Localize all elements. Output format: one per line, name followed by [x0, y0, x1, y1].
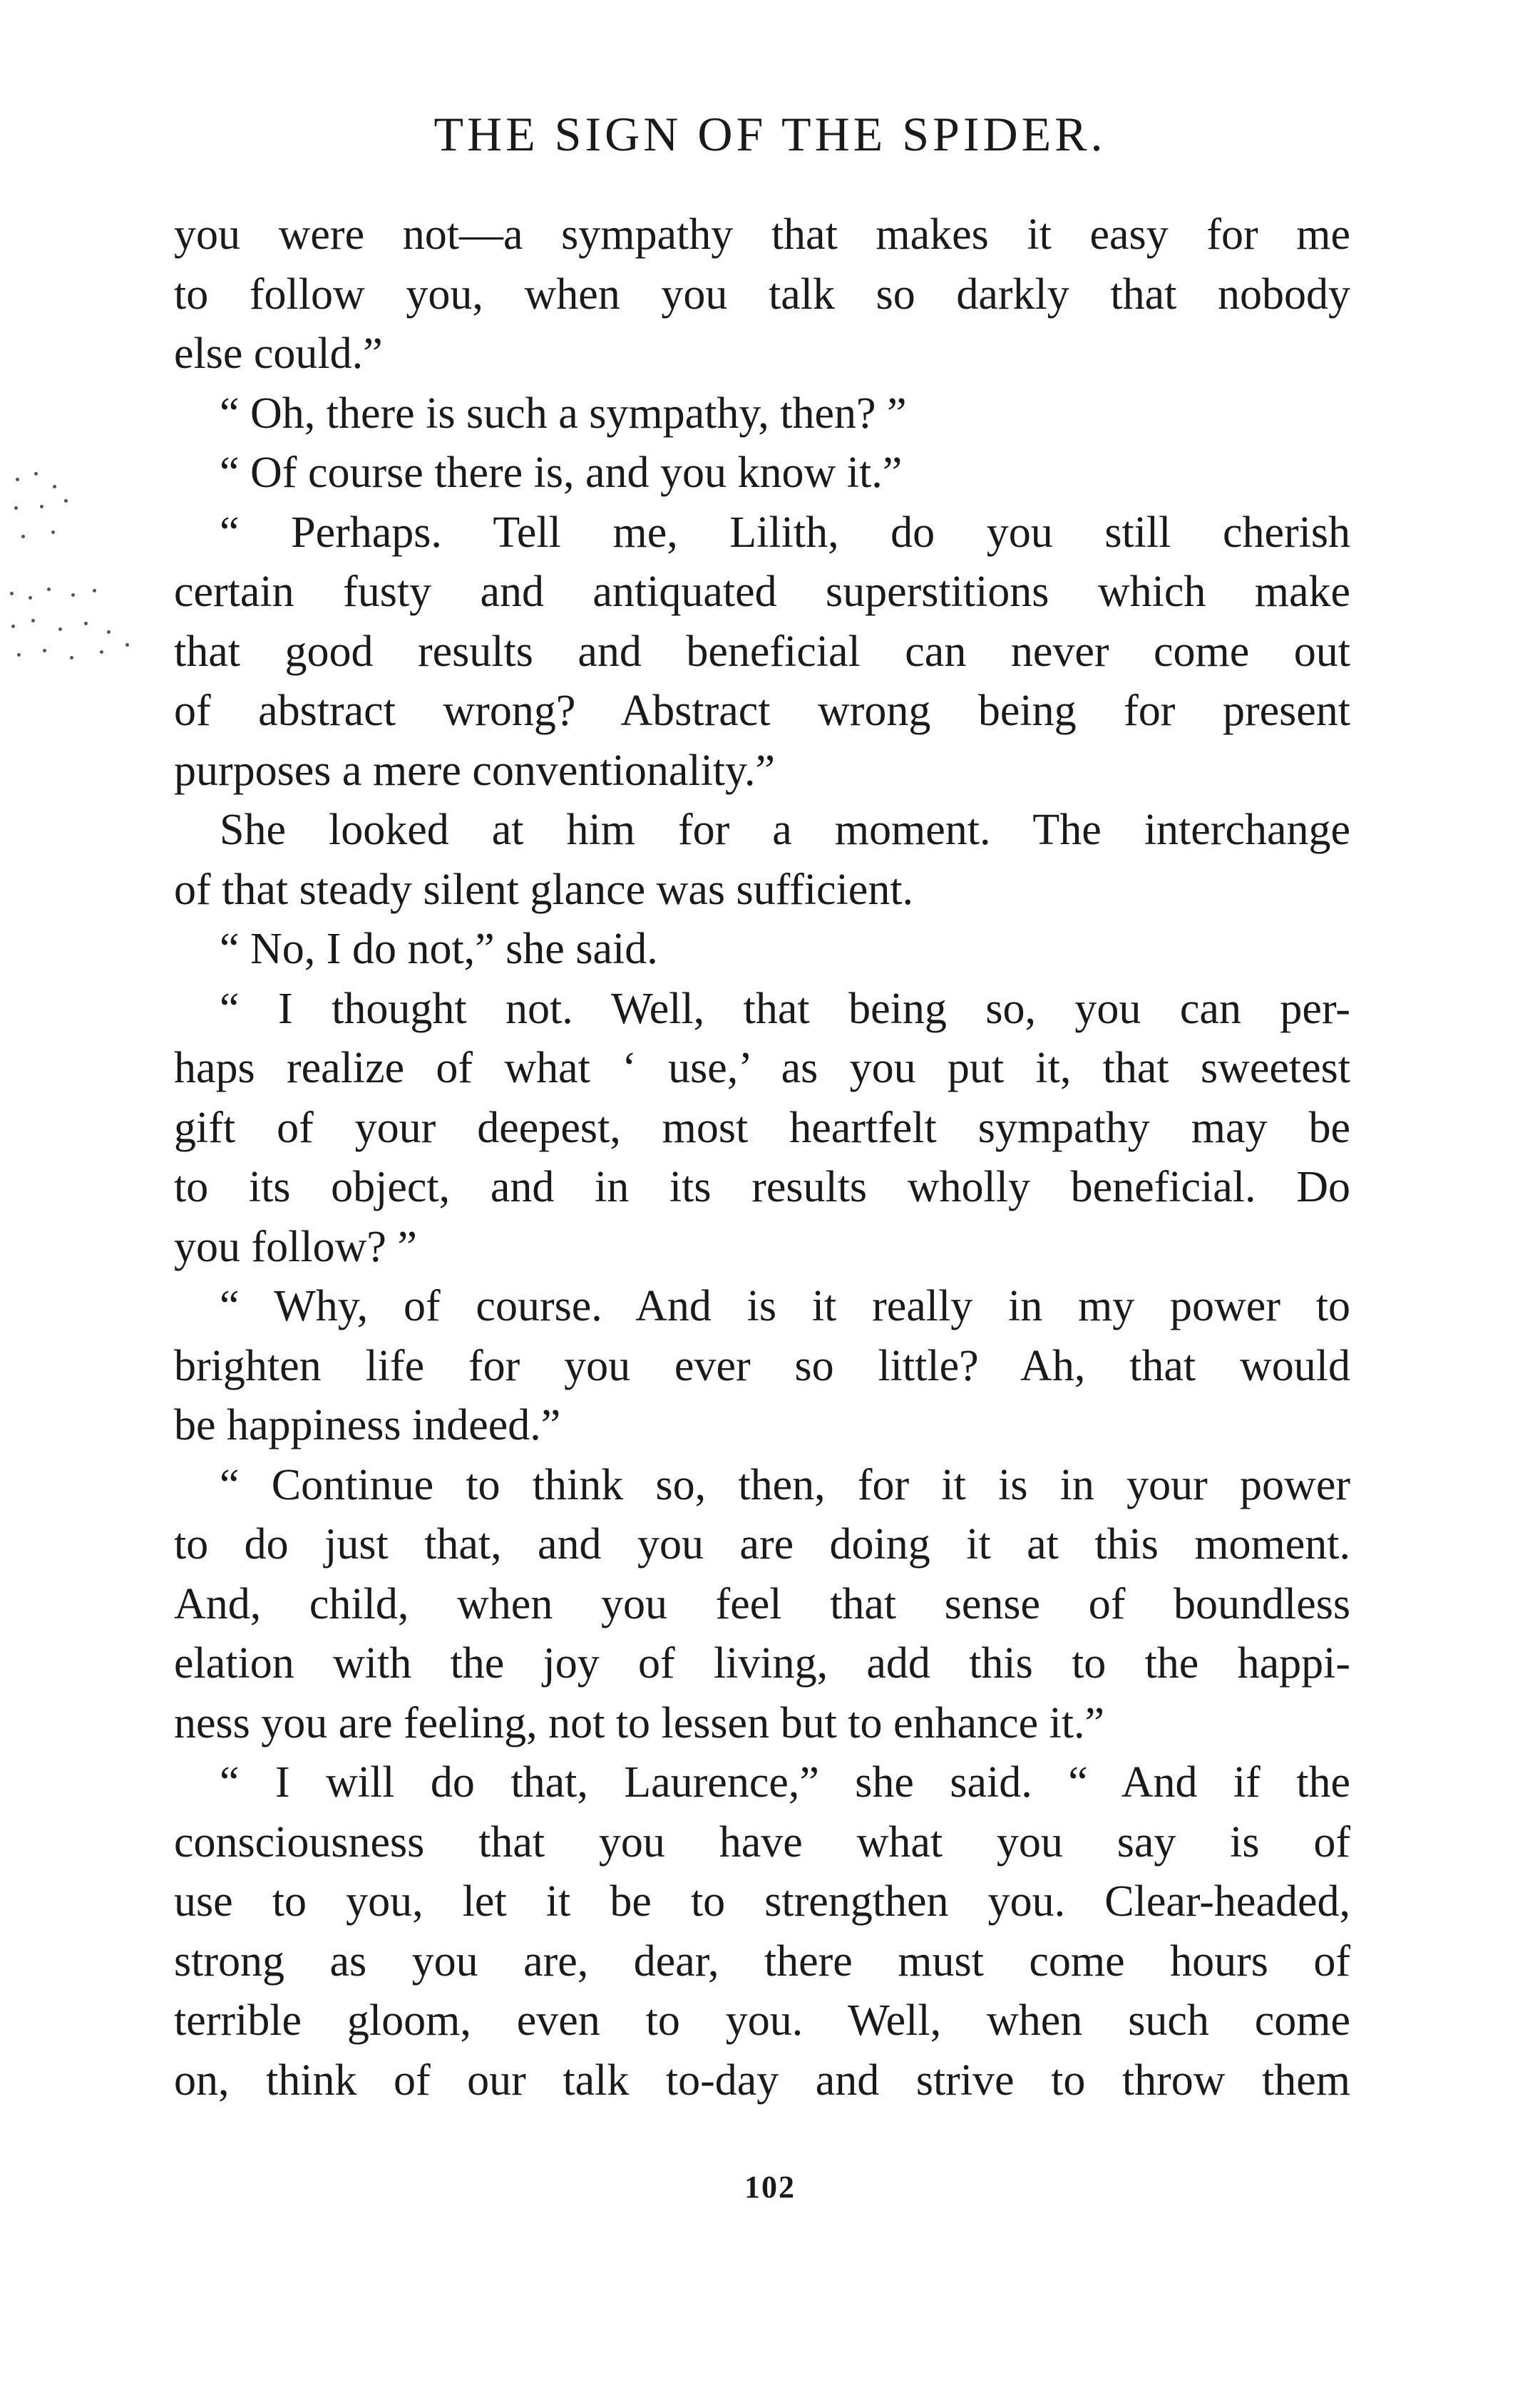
body-text: [174, 205, 1350, 2110]
text-line: consciousness that you have what you say is of: [174, 1817, 1350, 1867]
text-line: use to you, let it be to strengthen you. Clear-headed,: [174, 1877, 1350, 1926]
text-line: “ Oh, there is such a sympathy, then? ”: [220, 389, 907, 438]
text-line: gift of your deepest, most heartfelt sympathy may be: [174, 1103, 1350, 1152]
text-line: to its object, and in its results wholly beneficial. Do: [174, 1163, 1350, 1211]
text-line: “ Continue to think so, then, for it is in your power: [220, 1460, 1350, 1509]
text-line: “ No, I do not,” she said.: [220, 925, 658, 973]
text-line: you were not—a sympathy that makes it easy for me: [174, 210, 1350, 259]
text-line: on, think of our talk to-day and strive to throw them: [174, 2055, 1350, 2105]
text-line: “ I thought not. Well, that being so, you can per-: [220, 984, 1350, 1033]
text-line: brighten life for you ever so little? Ah, that would: [174, 1341, 1350, 1390]
text-line: terrible gloom, even to you. Well, when such come: [174, 1996, 1350, 2045]
text-line: you follow? ”: [174, 1222, 417, 1271]
text-line: else could.”: [174, 329, 383, 378]
margin-speckle-marks: [0, 456, 143, 670]
text-line: be happiness indeed.”: [174, 1401, 561, 1449]
text-line: “ Why, of course. And is it really in my power to: [220, 1282, 1350, 1330]
text-line: And, child, when you feel that sense of boundless: [174, 1579, 1350, 1628]
text-line: that good results and beneficial can never come out: [174, 627, 1350, 676]
page-number: 102: [744, 2170, 796, 2204]
text-line: to do just that, and you are doing it at this moment.: [174, 1520, 1350, 1569]
text-line: “ Of course there is, and you know it.”: [220, 448, 903, 497]
text-line: of that steady silent glance was sufficient.: [174, 865, 914, 914]
text-line: elation with the joy of living, add this to the happi-: [174, 1639, 1350, 1688]
text-line: of abstract wrong? Abstract wrong being for present: [174, 687, 1350, 735]
text-line: strong as you are, dear, there must come hours of: [174, 1936, 1350, 1986]
text-line: purposes a mere conventionality.”: [174, 746, 776, 795]
text-line: haps realize of what ‘ use,’ as you put it, that sweetest: [174, 1044, 1350, 1092]
text-line: “ I will do that, Laurence,” she said. “ And if the: [220, 1758, 1350, 1807]
running-head: THE SIGN OF THE SPIDER.: [433, 107, 1107, 161]
text-line: certain fusty and antiquated superstitions which make: [174, 568, 1350, 616]
text-line: ness you are feeling, not to lessen but to enhance it.”: [174, 1698, 1105, 1747]
text-line: to follow you, when you talk so darkly that nobody: [174, 270, 1350, 319]
text-line: “ Perhaps. Tell me, Lilith, do you still cherish: [220, 508, 1350, 557]
text-line: She looked at him for a moment. The interchange: [220, 806, 1350, 854]
